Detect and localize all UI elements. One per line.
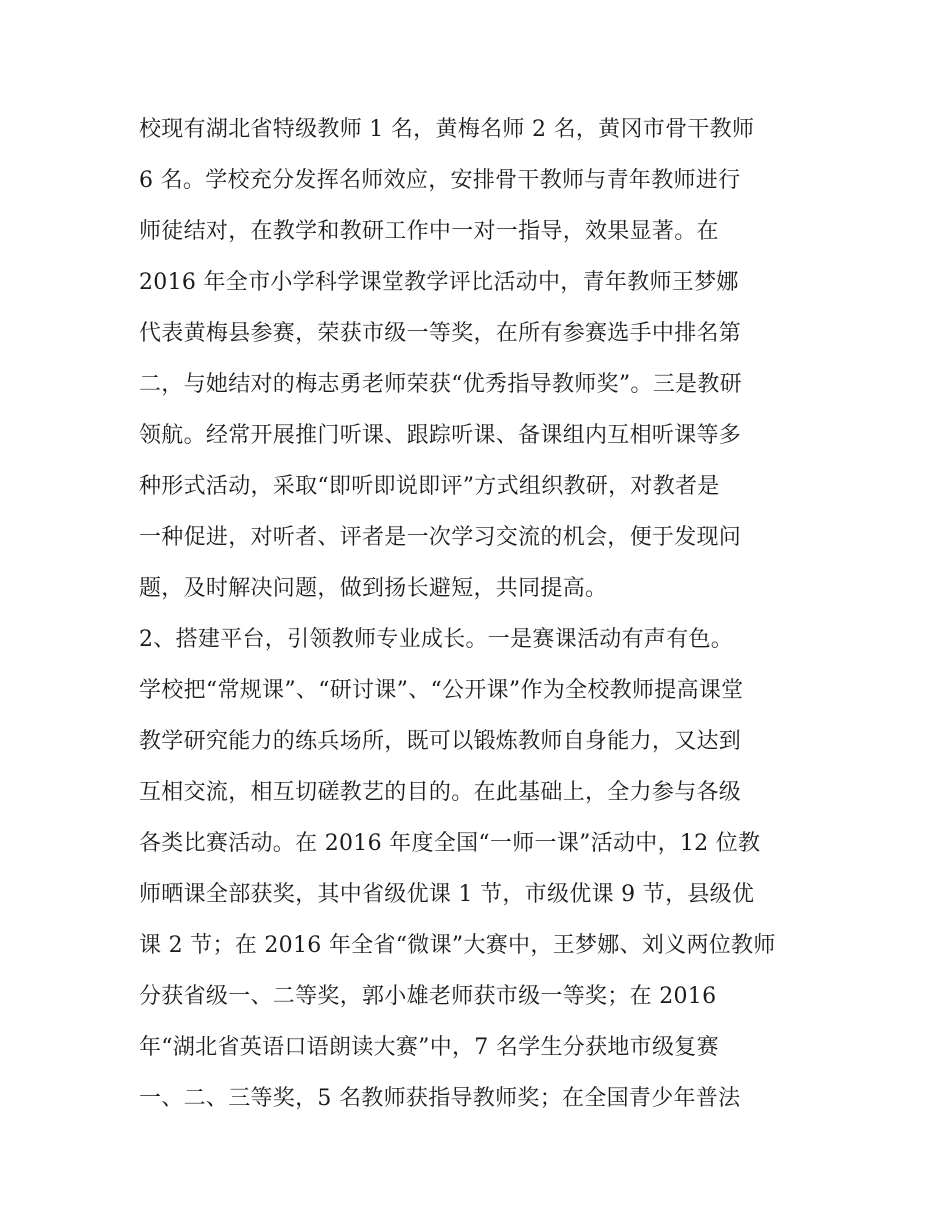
text-line: 课 2 节；在 2016 年全省“微课”大赛中，王梦娜、刘义两位教师 — [139, 933, 776, 958]
text-line: 年“湖北省英语口语朗读大赛”中，7 名学生分获地市级复赛 — [139, 1035, 719, 1060]
text-line: 2016 年全市小学科学课堂教学评比活动中，青年教师王梦娜 — [139, 270, 739, 295]
text-line: 题，及时解决问题，做到扬长避短，共同提高。 — [139, 576, 608, 601]
text-line: 各类比赛活动。在 2016 年度全国“一师一课”活动中，12 位教 — [139, 831, 761, 856]
text-line: 二，与她结对的梅志勇老师荣获“优秀指导教师奖”。三是教研 — [139, 372, 742, 397]
text-line: 分获省级一、二等奖，郭小雄老师获市级一等奖；在 2016 — [139, 984, 717, 1009]
text-line: 一、二、三等奖，5 名教师获指导教师奖；在全国青少年普法 — [139, 1086, 741, 1111]
text-line: 2、搭建平台，引领教师专业成长。一是赛课活动有声有色。 — [139, 627, 734, 652]
text-line: 教学研究能力的练兵场所，既可以锻炼教师自身能力，又达到 — [139, 729, 742, 754]
text-line: 种形式活动，采取“即听即说即评”方式组织教研，对教者是 — [139, 474, 720, 499]
text-line: 师晒课全部获奖，其中省级优课 1 节，市级优课 9 节，县级优 — [139, 882, 755, 907]
text-line: 互相交流，相互切磋教艺的目的。在此基础上，全力参与各级 — [139, 780, 742, 805]
text-line: 学校把“常规课”、“研讨课”、“公开课”作为全校教师提高课堂 — [139, 678, 744, 703]
text-line: 6 名。学校充分发挥名师效应，安排骨干教师与青年教师进行 — [139, 168, 741, 193]
text-line: 一种促进，对听者、评者是一次学习交流的机会，便于发现问 — [139, 525, 742, 550]
text-line: 代表黄梅县参赛，荣获市级一等奖，在所有参赛选手中排名第 — [139, 321, 742, 346]
text-line: 师徒结对，在教学和教研工作中一对一指导，效果显著。在 — [139, 219, 719, 244]
text-line: 领航。经常开展推门听课、跟踪听课、备课组内互相听课等多 — [139, 423, 742, 448]
body-text — [139, 108, 839, 1128]
text-line: 校现有湖北省特级教师 1 名，黄梅名师 2 名，黄冈市骨干教师 — [139, 117, 755, 142]
